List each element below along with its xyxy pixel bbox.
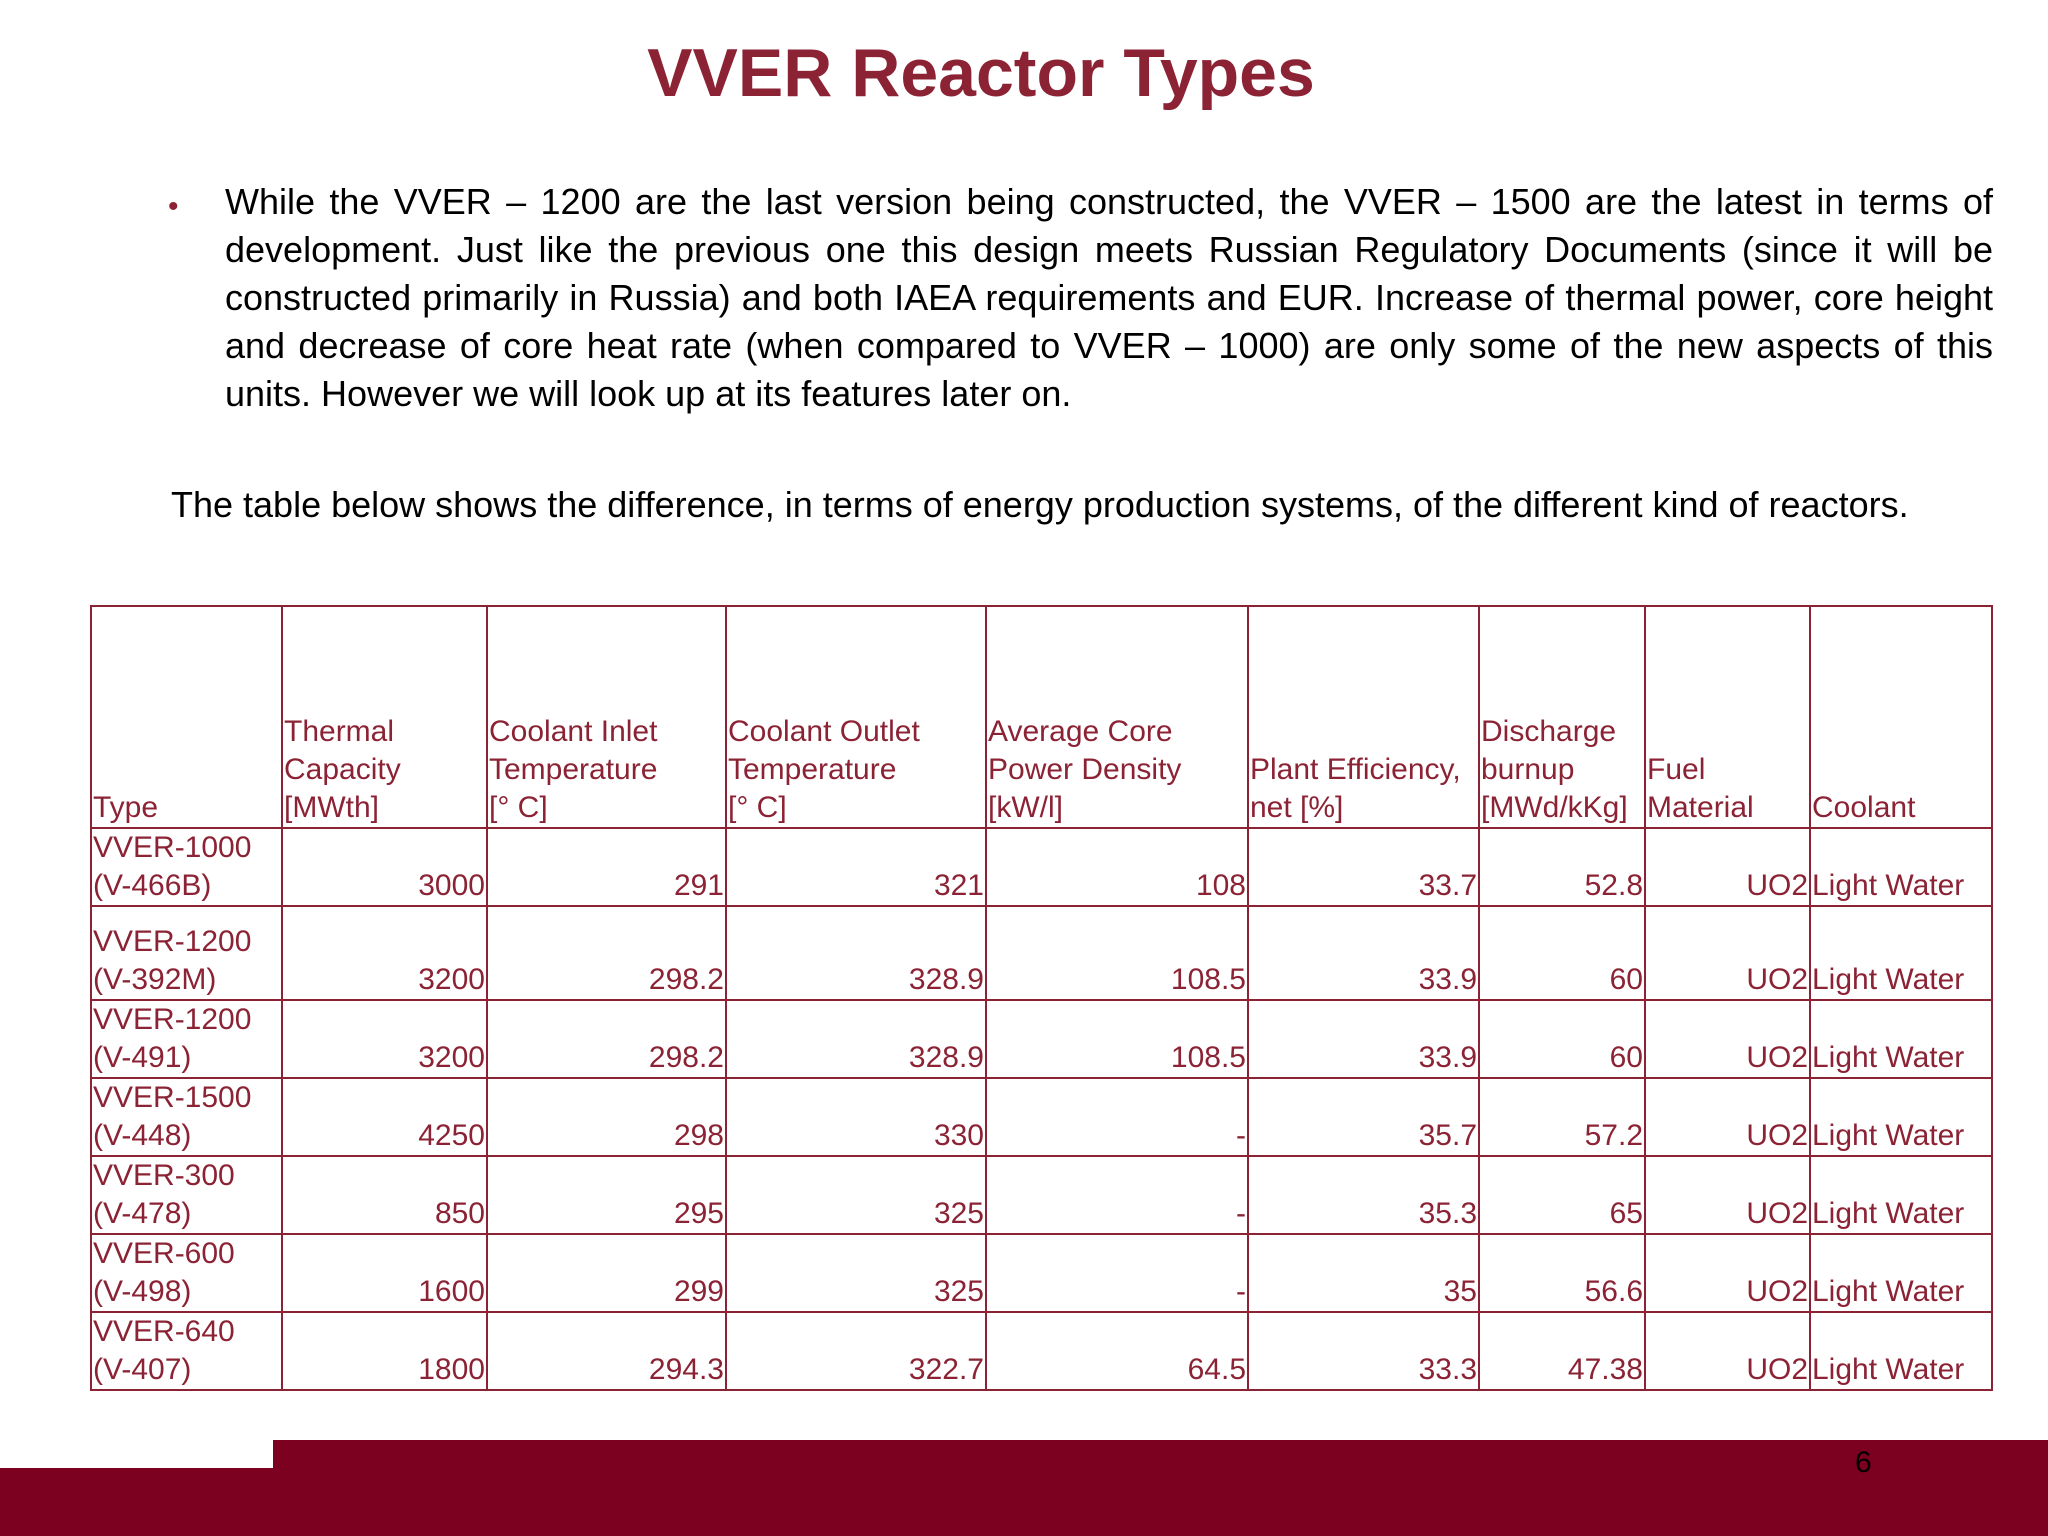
cell-discharge-burnup: 57.2 <box>1479 1078 1645 1156</box>
cell-plant-efficiency: 33.3 <box>1248 1312 1479 1390</box>
cell-thermal-capacity: 3000 <box>282 828 487 906</box>
table-header-row <box>91 606 1992 828</box>
table-row <box>91 828 1992 906</box>
cell-thermal-capacity: 3200 <box>282 906 487 1000</box>
cell-fuel-material: UO2 <box>1645 828 1810 906</box>
table-row <box>91 1234 1992 1312</box>
cell-thermal-capacity: 1800 <box>282 1312 487 1390</box>
footer-notch <box>0 1440 273 1468</box>
footer-bar <box>0 1440 2048 1536</box>
cell-thermal-capacity: 1600 <box>282 1234 487 1312</box>
header-coolant-outlet: Coolant Outlet Temperature [° C] <box>726 606 986 828</box>
cell-power-density: 64.5 <box>986 1312 1248 1390</box>
cell-thermal-capacity: 3200 <box>282 1000 487 1078</box>
cell-coolant-outlet: 325 <box>726 1234 986 1312</box>
cell-coolant: Light Water <box>1810 906 1992 1000</box>
cell-type: VVER-1200 (V-392M) <box>91 906 282 1000</box>
cell-discharge-burnup: 47.38 <box>1479 1312 1645 1390</box>
cell-fuel-material: UO2 <box>1645 1156 1810 1234</box>
cell-power-density: - <box>986 1156 1248 1234</box>
cell-coolant-inlet: 291 <box>487 828 726 906</box>
cell-discharge-burnup: 60 <box>1479 1000 1645 1078</box>
cell-coolant-inlet: 298.2 <box>487 906 726 1000</box>
cell-fuel-material: UO2 <box>1645 1078 1810 1156</box>
cell-coolant-inlet: 299 <box>487 1234 726 1312</box>
cell-power-density: 108.5 <box>986 906 1248 1000</box>
cell-plant-efficiency: 33.9 <box>1248 1000 1479 1078</box>
cell-coolant-outlet: 322.7 <box>726 1312 986 1390</box>
cell-fuel-material: UO2 <box>1645 1000 1810 1078</box>
page-number: 6 <box>1855 1446 1872 1479</box>
cell-coolant: Light Water <box>1810 1312 1992 1390</box>
cell-power-density: - <box>986 1234 1248 1312</box>
header-plant-efficiency: Plant Efficiency, net [%] <box>1248 606 1479 828</box>
cell-coolant-outlet: 328.9 <box>726 1000 986 1078</box>
table-row <box>91 1156 1992 1234</box>
table-row <box>91 1000 1992 1078</box>
cell-coolant-outlet: 325 <box>726 1156 986 1234</box>
header-thermal-capacity: Thermal Capacity [MWth] <box>282 606 487 828</box>
cell-plant-efficiency: 33.9 <box>1248 906 1479 1000</box>
slide-title: VVER Reactor Types <box>647 35 1315 111</box>
cell-thermal-capacity: 850 <box>282 1156 487 1234</box>
reactor-table <box>90 605 1993 1391</box>
cell-fuel-material: UO2 <box>1645 906 1810 1000</box>
bullet-icon: • <box>168 190 179 223</box>
cell-plant-efficiency: 33.7 <box>1248 828 1479 906</box>
table-row <box>91 1078 1992 1156</box>
cell-coolant: Light Water <box>1810 828 1992 906</box>
header-power-density: Average Core Power Density [kW/l] <box>986 606 1248 828</box>
bullet-text: While the VVER – 1200 are the last version being constructed, the VVER – 1500 are the latest in terms of development. Just like the previous one this design meets Russian Regulatory Documents (since it will be constructed primarily in Russia) and both IAEA requirements and EUR. Increase of thermal power, core height and decrease of core heat rate (when compared to VVER – 1000) are only some of the new aspects of this units. However we will look up at its features later on. <box>225 181 1993 414</box>
cell-discharge-burnup: 52.8 <box>1479 828 1645 906</box>
cell-fuel-material: UO2 <box>1645 1234 1810 1312</box>
cell-power-density: 108 <box>986 828 1248 906</box>
cell-type: VVER-1000 (V-466B) <box>91 828 282 906</box>
cell-coolant: Light Water <box>1810 1078 1992 1156</box>
cell-coolant-inlet: 298 <box>487 1078 726 1156</box>
cell-discharge-burnup: 60 <box>1479 906 1645 1000</box>
cell-coolant: Light Water <box>1810 1000 1992 1078</box>
cell-type: VVER-600 (V-498) <box>91 1234 282 1312</box>
cell-thermal-capacity: 4250 <box>282 1078 487 1156</box>
cell-coolant: Light Water <box>1810 1234 1992 1312</box>
cell-type: VVER-1200 (V-491) <box>91 1000 282 1078</box>
cell-coolant: Light Water <box>1810 1156 1992 1234</box>
cell-type: VVER-1500 (V-448) <box>91 1078 282 1156</box>
cell-type: VVER-640 (V-407) <box>91 1312 282 1390</box>
cell-coolant-inlet: 298.2 <box>487 1000 726 1078</box>
intro-text: The table below shows the difference, in terms of energy production systems, of the different kind of reactors. <box>171 484 1909 525</box>
cell-coolant-outlet: 330 <box>726 1078 986 1156</box>
header-discharge-burnup: Discharge burnup [MWd/kKg] <box>1479 606 1645 828</box>
cell-coolant-outlet: 328.9 <box>726 906 986 1000</box>
cell-coolant-inlet: 295 <box>487 1156 726 1234</box>
cell-plant-efficiency: 35.7 <box>1248 1078 1479 1156</box>
header-fuel-material: Fuel Material <box>1645 606 1810 828</box>
header-coolant-inlet: Coolant Inlet Temperature [° C] <box>487 606 726 828</box>
header-type: Type <box>91 606 282 828</box>
table-row <box>91 906 1992 1000</box>
cell-plant-efficiency: 35 <box>1248 1234 1479 1312</box>
cell-discharge-burnup: 56.6 <box>1479 1234 1645 1312</box>
cell-type: VVER-300 (V-478) <box>91 1156 282 1234</box>
cell-discharge-burnup: 65 <box>1479 1156 1645 1234</box>
cell-coolant-outlet: 321 <box>726 828 986 906</box>
cell-plant-efficiency: 35.3 <box>1248 1156 1479 1234</box>
table-row <box>91 1312 1992 1390</box>
cell-power-density: 108.5 <box>986 1000 1248 1078</box>
cell-coolant-inlet: 294.3 <box>487 1312 726 1390</box>
header-coolant: Coolant <box>1810 606 1992 828</box>
cell-power-density: - <box>986 1078 1248 1156</box>
cell-fuel-material: UO2 <box>1645 1312 1810 1390</box>
